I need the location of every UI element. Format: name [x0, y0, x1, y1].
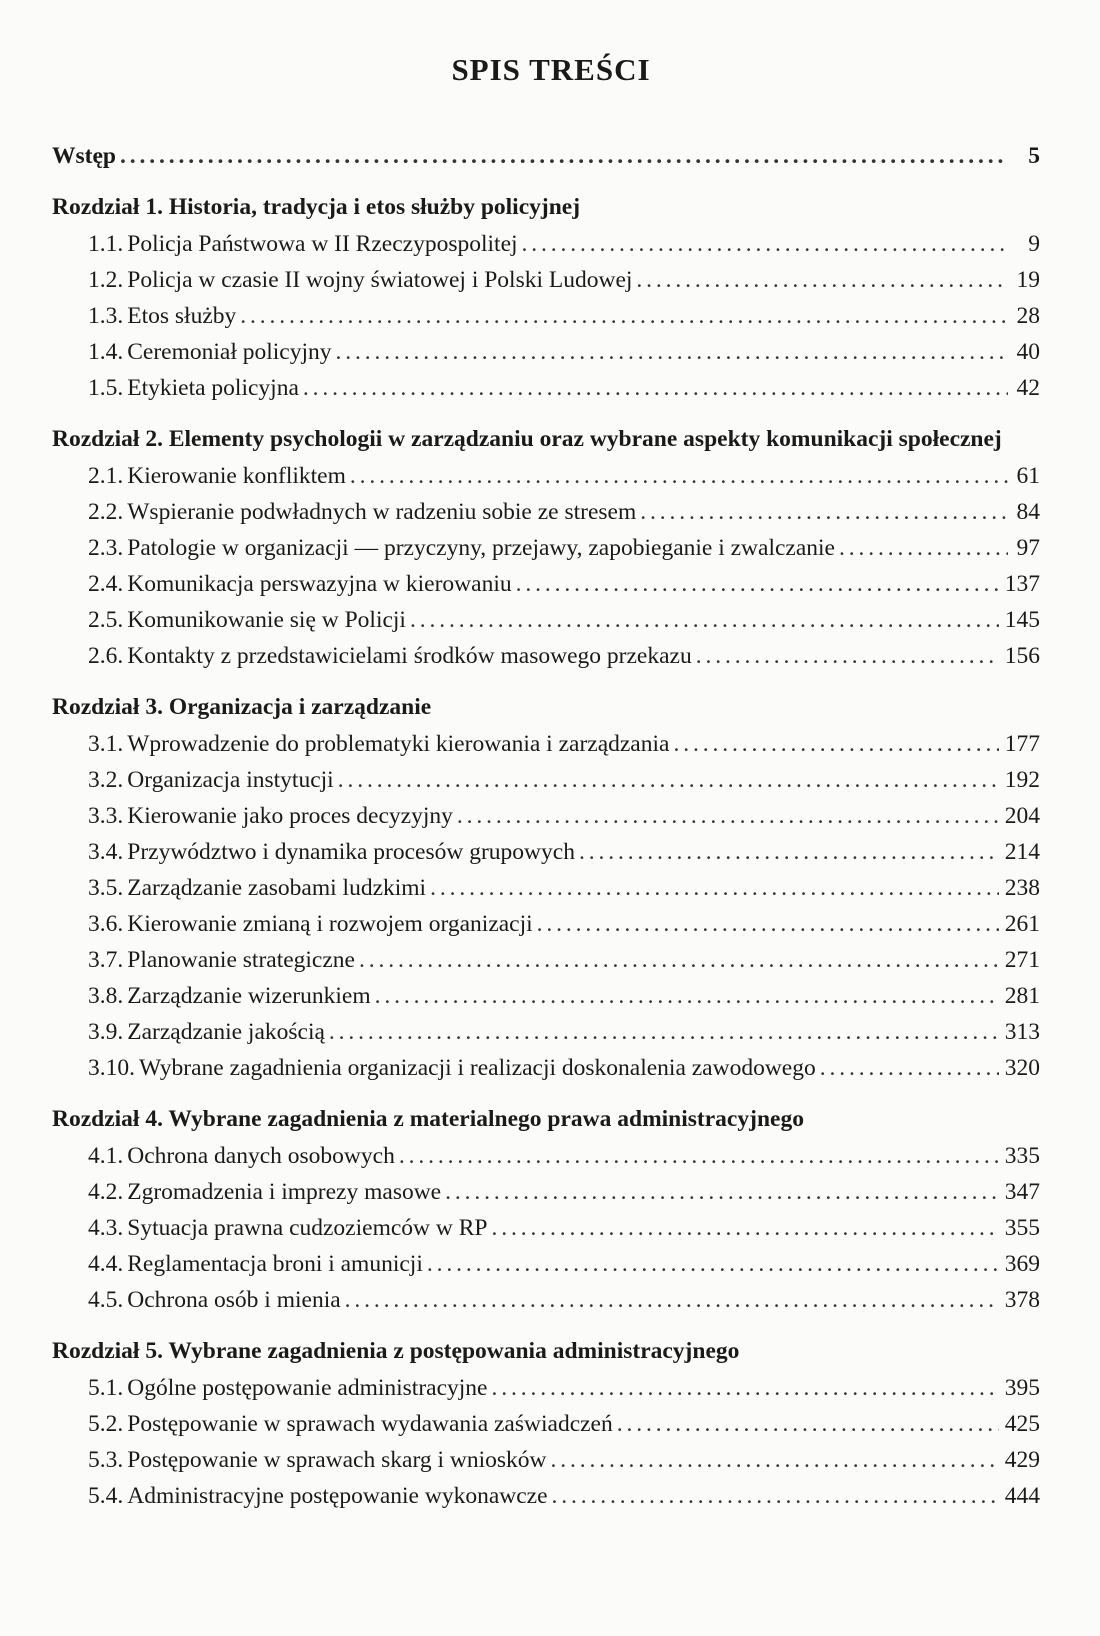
toc-section-entry: [52, 334, 1040, 370]
toc-section-entry: [52, 1406, 1040, 1442]
dot-leader: [522, 226, 1008, 262]
toc-entry-label: Wstęp: [52, 143, 116, 169]
dot-leader: [338, 762, 999, 798]
toc-section-entry: [52, 1370, 1040, 1406]
toc-section-entry: [52, 602, 1040, 638]
section-label: Patologie w organizacji — przyczyny, przejawy, zapobieganie i zwalczanie: [127, 535, 835, 561]
section-page: 425: [1004, 1411, 1040, 1437]
section-label: Planowanie strategiczne: [127, 947, 355, 973]
section-number: 4.5.: [88, 1287, 124, 1313]
section-page: 281: [1004, 983, 1040, 1009]
toc-section-entry: [52, 1138, 1040, 1174]
section-label: Wprowadzenie do problematyki kierowania i zarządzania: [127, 731, 670, 757]
toc-chapter: [52, 190, 1040, 406]
dot-leader: [579, 834, 999, 870]
section-number: 4.2.: [88, 1179, 124, 1205]
section-number: 4.1.: [88, 1143, 124, 1169]
section-number: 1.3.: [88, 303, 124, 329]
section-page: 378: [1004, 1287, 1040, 1313]
section-number: 4.3.: [88, 1215, 124, 1241]
toc-section-entry: [52, 1246, 1040, 1282]
section-number: 3.6.: [88, 911, 124, 937]
dot-leader: [636, 262, 1008, 298]
section-label: Zarządzanie zasobami ludzkimi: [127, 875, 427, 901]
section-number: 2.2.: [88, 499, 124, 525]
toc-section-entry: [52, 726, 1040, 762]
section-number: 1.1.: [88, 231, 124, 257]
dot-leader: [350, 458, 1008, 494]
section-number: 3.2.: [88, 767, 124, 793]
section-label: Zgromadzenia i imprezy masowe: [127, 1179, 442, 1205]
section-number: 5.3.: [88, 1447, 124, 1473]
section-page: 156: [1004, 643, 1040, 669]
section-page: 335: [1004, 1143, 1040, 1169]
dot-leader: [551, 1442, 999, 1478]
section-number: 2.4.: [88, 571, 124, 597]
section-number: 3.4.: [88, 839, 124, 865]
section-number: 2.3.: [88, 535, 124, 561]
section-page: 355: [1004, 1215, 1040, 1241]
section-label: Kontakty z przedstawicielami środków masowego przekazu: [127, 643, 692, 669]
dot-leader: [457, 798, 999, 834]
toc-section-entry: [52, 370, 1040, 406]
dot-leader: [430, 870, 999, 906]
section-number: 5.1.: [88, 1375, 124, 1401]
section-label: Kierowanie konfliktem: [127, 463, 346, 489]
section-page: 61: [1016, 463, 1040, 489]
chapter-list: [52, 190, 1040, 1514]
section-page: 192: [1004, 767, 1040, 793]
section-page: 19: [1016, 267, 1040, 293]
section-label: Administracyjne postępowanie wykonawcze: [127, 1483, 548, 1509]
section-label: Sytuacja prawna cudzoziemców w RP: [127, 1215, 488, 1241]
chapter-title: Rozdział 3. Organizacja i zarządzanie: [52, 694, 432, 720]
toc-section-entry: [52, 1442, 1040, 1478]
section-page: 429: [1004, 1447, 1040, 1473]
section-number: 5.2.: [88, 1411, 124, 1437]
section-page: 395: [1004, 1375, 1040, 1401]
dot-leader: [445, 1174, 999, 1210]
section-number: 3.7.: [88, 947, 124, 973]
section-page: 444: [1004, 1483, 1040, 1509]
toc-section-entry: [52, 1174, 1040, 1210]
dot-leader: [820, 1050, 999, 1086]
toc-section-entry: [52, 762, 1040, 798]
section-number: 3.5.: [88, 875, 124, 901]
section-label: Postępowanie w sprawach wydawania zaświadczeń: [127, 1411, 613, 1437]
section-label: Ogólne postępowanie administracyjne: [127, 1375, 488, 1401]
dot-leader: [303, 370, 1008, 406]
section-page: 84: [1016, 499, 1040, 525]
section-label: Kierowanie zmianą i rozwojem organizacji: [127, 911, 533, 937]
section-page: 214: [1004, 839, 1040, 865]
dot-leader: [617, 1406, 999, 1442]
section-number: 2.6.: [88, 643, 124, 669]
section-label: Postępowanie w sprawach skarg i wniosków: [127, 1447, 547, 1473]
section-page: 369: [1004, 1251, 1040, 1277]
chapter-title: Rozdział 5. Wybrane zagadnienia z postępowania administracyjnego: [52, 1338, 740, 1364]
toc-section-entry: [52, 530, 1040, 566]
dot-leader: [640, 494, 1008, 530]
section-label: Ceremoniał policyjny: [127, 339, 332, 365]
section-label: Wybrane zagadnienia organizacji i realizacji doskonalenia zawodowego: [139, 1055, 816, 1081]
toc-section-entry: [52, 638, 1040, 674]
section-number: 1.5.: [88, 375, 124, 401]
section-label: Etos służby: [127, 303, 237, 329]
section-label: Organizacja instytucji: [127, 767, 334, 793]
section-page: 204: [1004, 803, 1040, 829]
section-label: Komunikowanie się w Policji: [127, 607, 406, 633]
dot-leader: [399, 1138, 999, 1174]
dot-leader: [839, 530, 1008, 566]
section-number: 5.4.: [88, 1483, 124, 1509]
dot-leader: [491, 1370, 998, 1406]
section-label: Reglamentacja broni i amunicji: [127, 1251, 423, 1277]
section-label: Policja Państwowa w II Rzeczypospolitej: [127, 231, 518, 257]
section-number: 4.4.: [88, 1251, 124, 1277]
section-page: 28: [1016, 303, 1040, 329]
section-number: 3.10.: [88, 1055, 135, 1081]
dot-leader: [427, 1246, 999, 1282]
section-page: 347: [1004, 1179, 1040, 1205]
dot-leader: [537, 906, 999, 942]
dot-leader: [359, 942, 999, 978]
section-number: 2.1.: [88, 463, 124, 489]
toc-section-entry: [52, 226, 1040, 262]
toc-chapter: [52, 422, 1040, 674]
section-number: 2.5.: [88, 607, 124, 633]
section-page: 137: [1004, 571, 1040, 597]
section-page: 97: [1016, 535, 1040, 561]
dot-leader: [345, 1282, 999, 1318]
section-label: Ochrona osób i mienia: [127, 1287, 341, 1313]
toc-section-entry: [52, 1014, 1040, 1050]
section-number: 3.8.: [88, 983, 124, 1009]
section-label: Przywództwo i dynamika procesów grupowych: [127, 839, 575, 865]
toc-chapter: [52, 690, 1040, 1086]
section-page: 320: [1004, 1055, 1040, 1081]
dot-leader: [240, 298, 1008, 334]
dot-leader: [375, 978, 999, 1014]
section-label: Etykieta policyjna: [127, 375, 299, 401]
section-page: 271: [1004, 947, 1040, 973]
chapter-title: Rozdział 4. Wybrane zagadnienia z materialnego prawa administracyjnego: [52, 1106, 804, 1132]
page-title: SPIS TREŚCI: [451, 52, 651, 87]
dot-leader: [552, 1478, 999, 1514]
toc-section-entry: [52, 298, 1040, 334]
section-label: Zarządzanie jakością: [127, 1019, 325, 1045]
dot-leader: [673, 726, 998, 762]
toc-section-entry: [52, 494, 1040, 530]
toc-section-entry: [52, 1478, 1040, 1514]
toc-section-entry: [52, 1282, 1040, 1318]
toc-section-entry: [52, 978, 1040, 1014]
section-number: 3.1.: [88, 731, 124, 757]
chapter-title: Rozdział 1. Historia, tradycja i etos służby policyjnej: [52, 194, 581, 220]
section-number: 1.4.: [88, 339, 124, 365]
section-label: Kierowanie jako proces decyzyjny: [127, 803, 453, 829]
section-page: 261: [1004, 911, 1040, 937]
toc-section-entry: [52, 458, 1040, 494]
dot-leader: [491, 1210, 998, 1246]
section-page: 145: [1004, 607, 1040, 633]
toc-chapter: [52, 1102, 1040, 1318]
toc-section-entry: [52, 942, 1040, 978]
section-page: 9: [1028, 231, 1040, 257]
section-number: 3.9.: [88, 1019, 124, 1045]
section-label: Ochrona danych osobowych: [127, 1143, 395, 1169]
dot-leader: [516, 566, 999, 602]
toc-section-entry: [52, 262, 1040, 298]
toc-entry-page: 5: [1028, 143, 1040, 169]
section-page: 40: [1016, 339, 1040, 365]
section-number: 1.2.: [88, 267, 124, 293]
dot-leader: [120, 138, 1008, 174]
toc-section-entry: [52, 834, 1040, 870]
toc-section-entry: [52, 870, 1040, 906]
section-label: Komunikacja perswazyjna w kierowaniu: [127, 571, 512, 597]
section-label: Wspieranie podwładnych w radzeniu sobie ze stresem: [127, 499, 637, 525]
section-label: Zarządzanie wizerunkiem: [127, 983, 371, 1009]
dot-leader: [696, 638, 999, 674]
toc-section-entry: [52, 566, 1040, 602]
dot-leader: [336, 334, 1008, 370]
toc-section-entry: [52, 798, 1040, 834]
section-page: 238: [1004, 875, 1040, 901]
dot-leader: [410, 602, 999, 638]
section-page: 42: [1016, 375, 1040, 401]
section-label: Policja w czasie II wojny światowej i Polski Ludowej: [127, 267, 633, 293]
section-page: 313: [1004, 1019, 1040, 1045]
toc-entry-intro: [52, 138, 1040, 174]
toc-section-entry: [52, 1210, 1040, 1246]
toc-chapter: [52, 1334, 1040, 1514]
chapter-title: Rozdział 2. Elementy psychologii w zarządzaniu oraz wybrane aspekty komunikacji społecznej: [52, 426, 1002, 452]
table-of-contents: [52, 138, 1040, 1514]
section-page: 177: [1004, 731, 1040, 757]
section-number: 3.3.: [88, 803, 124, 829]
toc-section-entry: [52, 906, 1040, 942]
toc-section-entry: [52, 1050, 1040, 1086]
dot-leader: [329, 1014, 999, 1050]
